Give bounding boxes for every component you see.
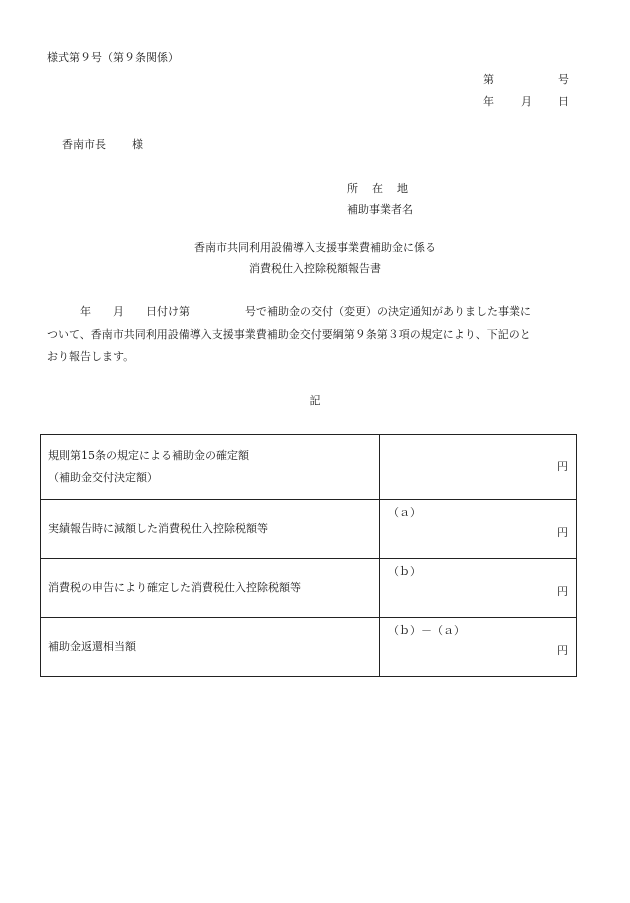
document-number xyxy=(483,72,569,88)
amount-field-b[interactable] xyxy=(380,559,577,618)
addressee-name: 香南市長 xyxy=(62,138,106,151)
document-title-line-1: 香南市共同利用設備導入支援事業費補助金に係る xyxy=(194,241,436,254)
body-line-3: おり報告します。 xyxy=(47,350,135,363)
yen-unit: 円 xyxy=(557,644,568,657)
body-line-1: 年 月 日付け第 号で補助金の交付（変更）の決定通知がありました事業に xyxy=(47,305,531,318)
row-label-line: 実績報告時に減額した消費税仕入控除税額等 xyxy=(48,522,268,535)
table-row xyxy=(41,435,577,500)
row-label xyxy=(41,559,380,618)
amount-field-refund[interactable] xyxy=(380,618,577,677)
yen-unit: 円 xyxy=(557,460,568,473)
addressee-honorific: 様 xyxy=(132,138,143,151)
date-year-label: 年 xyxy=(483,95,494,108)
row-label xyxy=(41,618,380,677)
document-title-line-2: 消費税仕入控除税額報告書 xyxy=(249,262,381,275)
form-number: 様式第９号（第９条関係） xyxy=(47,51,179,64)
yen-unit: 円 xyxy=(557,585,568,598)
row-label-line: 消費税の申告により確定した消費税仕入控除税額等 xyxy=(48,581,301,594)
table-row xyxy=(41,618,577,677)
ki-heading: 記 xyxy=(309,394,321,407)
amount-field-a[interactable] xyxy=(380,500,577,559)
applicant-name-label: 補助事業者名 xyxy=(347,203,413,216)
addressee xyxy=(62,137,143,153)
row-label xyxy=(41,500,380,559)
row-tag: （ｂ）－（ａ） xyxy=(388,624,465,637)
document-number-suffix: 号 xyxy=(558,73,569,86)
date-day-label: 日 xyxy=(558,95,569,108)
row-label-subline: （補助金交付決定額） xyxy=(48,471,158,484)
report-table xyxy=(40,434,577,677)
amount-field-confirmed[interactable] xyxy=(380,435,577,500)
document-date xyxy=(483,94,569,110)
row-tag: （ｂ） xyxy=(388,565,421,578)
row-label-line: 規則第15条の規定による補助金の確定額 xyxy=(48,449,249,462)
document-number-prefix: 第 xyxy=(483,73,494,86)
body-line-2: ついて、香南市共同利用設備導入支援事業費補助金交付要綱第９条第３項の規定により、下記のと xyxy=(47,327,531,341)
table-row xyxy=(41,500,577,559)
table-row xyxy=(41,559,577,618)
row-label xyxy=(41,435,380,500)
body-paragraph xyxy=(47,301,587,369)
row-tag: （ａ） xyxy=(388,506,421,519)
row-label-line: 補助金返還相当額 xyxy=(48,640,136,653)
date-month-label: 月 xyxy=(521,95,532,108)
applicant-address-label: 所在地 xyxy=(347,182,422,195)
yen-unit: 円 xyxy=(557,526,568,539)
